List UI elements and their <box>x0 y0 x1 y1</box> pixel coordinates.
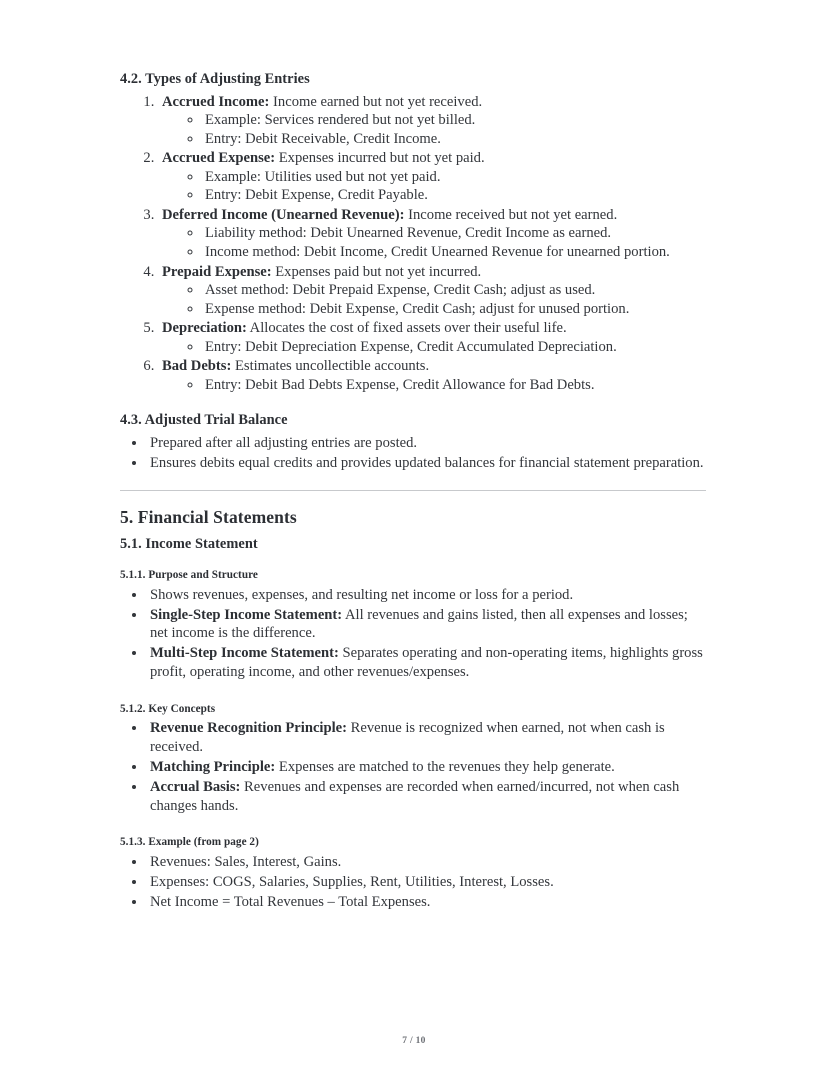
item-lead: Bad Debts: <box>162 358 232 375</box>
sub-list <box>162 338 708 357</box>
page-number: 7 / 10 <box>402 1036 426 1046</box>
item-lead: Accrued Income: <box>162 93 270 110</box>
purpose-structure-list <box>120 586 708 682</box>
list-item: ◦ Asset method: Debit Prepaid Expense, Credit Cash; adjust as used. <box>203 281 708 300</box>
key-concepts-list <box>120 719 708 815</box>
spacer <box>120 683 708 702</box>
heading-4-2: 4.2. Types of Adjusting Entries <box>120 71 310 87</box>
list-item <box>147 758 708 777</box>
list-item: ◦ Expense method: Debit Expense, Credit Cash; adjust for unused portion. <box>203 300 708 319</box>
list-item <box>158 93 708 149</box>
item-text: Expenses paid but not yet incurred. <box>271 263 482 280</box>
item-lead: Accrued Expense: <box>162 150 276 167</box>
adjusting-entries-list <box>120 93 708 395</box>
list-item <box>158 206 708 262</box>
heading-4-3: 4.3. Adjusted Trial Balance <box>120 412 288 429</box>
page-content <box>120 70 708 912</box>
list-item: ◦ Entry: Debit Receivable, Credit Income. <box>203 130 708 149</box>
list-item <box>147 644 708 682</box>
example-list <box>120 853 708 911</box>
item-text: Expenses are matched to the revenues they help generate. <box>275 758 615 775</box>
item-text: Expenses: COGS, Salaries, Supplies, Rent, Utilities, Interest, Losses. <box>150 873 554 890</box>
adjusted-trial-balance-list <box>120 434 708 473</box>
list-item <box>158 263 708 319</box>
item-text: Income received but not yet earned. <box>404 206 618 223</box>
spacer <box>120 474 708 490</box>
list-item <box>158 149 708 205</box>
list-item: • Ensures debits equal credits and provides updated balances for financial statement preparation. <box>147 454 708 473</box>
item-text: Expenses incurred but not yet paid. <box>275 150 485 167</box>
heading-5-1-3: 5.1.3. Example (from page 2) <box>120 836 259 849</box>
item-text: Revenue is recognized when earned, not when cash is received. <box>150 720 665 756</box>
list-item <box>147 778 708 816</box>
list-item: ◦ Entry: Debit Depreciation Expense, Credit Accumulated Depreciation. <box>203 338 708 357</box>
spacer <box>120 395 708 411</box>
item-text: Revenues and expenses are recorded when earned/incurred, not when cash changes hands. <box>150 778 680 814</box>
item-text: All revenues and gains listed, then all expenses and losses; net income is the difference. <box>150 606 688 642</box>
heading-5: 5. Financial Statements <box>120 506 297 527</box>
sub-list <box>162 224 708 261</box>
item-text: Estimates uncollectible accounts. <box>231 358 430 375</box>
item-text: Revenues: Sales, Interest, Gains. <box>150 853 342 870</box>
list-item <box>147 606 708 644</box>
sub-list <box>162 281 708 318</box>
item-lead: Deferred Income (Unearned Revenue): <box>162 206 405 223</box>
spacer <box>120 491 708 507</box>
item-lead: Multi-Step Income Statement: <box>150 645 339 662</box>
spacer <box>120 558 708 568</box>
heading-5-1-1: 5.1.1. Purpose and Structure <box>120 569 258 582</box>
item-lead: Matching Principle: <box>150 758 276 775</box>
list-item: ◦ Example: Utilities used but not yet paid. <box>203 168 708 187</box>
item-lead: Revenue Recognition Principle: <box>150 720 347 737</box>
list-item: ◦ Liability method: Debit Unearned Revenue, Credit Income as earned. <box>203 224 708 243</box>
item-text: Net Income = Total Revenues – Total Expenses. <box>150 893 431 910</box>
sub-list <box>162 168 708 205</box>
list-item <box>147 719 708 757</box>
sub-list <box>162 111 708 148</box>
item-text: Allocates the cost of fixed assets over their useful life. <box>246 320 567 337</box>
item-text: Separates operating and non-operating items, highlights gross profit, operating income, and other revenues/expenses. <box>150 645 703 680</box>
list-item <box>158 319 708 356</box>
list-item <box>147 853 708 872</box>
list-item <box>158 357 708 394</box>
list-item: ◦ Income method: Debit Income, Credit Unearned Revenue for unearned portion. <box>203 243 708 262</box>
spacer <box>120 816 708 835</box>
list-item: ◦ Entry: Debit Bad Debts Expense, Credit Allowance for Bad Debts. <box>203 376 708 395</box>
list-item: • Prepared after all adjusting entries are posted. <box>147 434 708 453</box>
list-item: ◦ Entry: Debit Expense, Credit Payable. <box>203 186 708 205</box>
list-item: ◦ Example: Services rendered but not yet billed. <box>203 111 708 130</box>
item-text: Shows revenues, expenses, and resulting net income or loss for a period. <box>150 586 574 603</box>
item-lead: Prepaid Expense: <box>162 263 272 280</box>
list-item <box>147 873 708 892</box>
heading-5-1-2: 5.1.2. Key Concepts <box>120 702 216 715</box>
list-item <box>147 586 708 605</box>
item-lead: Accrual Basis: <box>150 778 241 795</box>
list-item <box>147 893 708 912</box>
item-text: Income earned but not yet received. <box>269 93 483 110</box>
item-lead: Depreciation: <box>162 320 247 337</box>
heading-5-1: 5.1. Income Statement <box>120 536 258 553</box>
sub-list <box>162 376 708 395</box>
item-lead: Single-Step Income Statement: <box>150 606 343 623</box>
